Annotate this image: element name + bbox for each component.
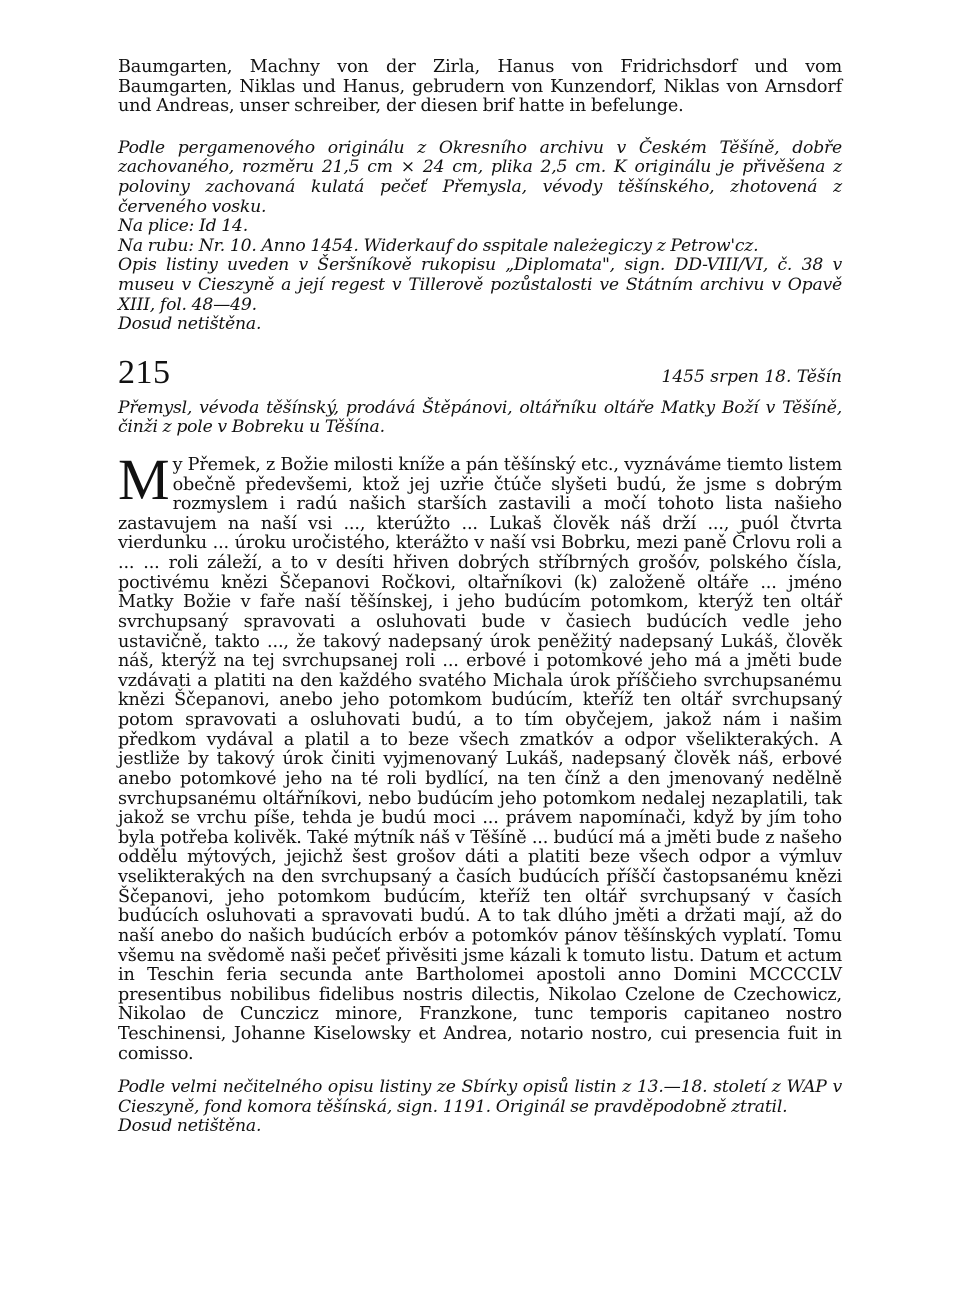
document-date-place: 1455 srpen 18. Těšín — [661, 366, 842, 387]
opening-paragraph: Baumgarten, Machny von der Zirla, Hanus von Fridrichsdorf und vom Baumgarten, Niklas und Hanus, gebrudern von Kunzendorf, Niklas von Arnsdorf und Andreas, unser schreiber, der diesen brif hatte in befelunge. — [118, 57, 842, 117]
spacer — [118, 1064, 842, 1078]
closing-source-note: Podle velmi nečitelného opisu listiny ze Sbírky opisů listin z 13.—18. století z WAP v Cieszyně, fond komora těšínská, sign. 1191. Originál se pravděpodobně ztratil. — [118, 1077, 842, 1117]
document-text: y Přemek, z Božie milosti kníže a pán těšínský etc., vyznáváme tiemto listem obečně předevšemi, ktož jej uzřie čtúče slyšeti budú, že jsme s dobrým rozmyslem i radú našich starších zastavili a močí tohoto lista našieho zastavujem na naší vsi ..., kterúžto ... Lukaš člověk náš drží ..., puól čtvrta vierdunku ... úroku uročistého, kterážto v naší vsi Bobrku, mezi paně Črlovu roli a ... ... roli záleží, a to v desíti hřiven dobrých stříbrných grošóv, polského čísla, poctivému knězi Ščepanovi Ročkovi, oltařníkovi (k) založeně oltáře ... jméno Matky Božie v faře naší těšínskej, i jeho budúcím potomkom, kterýž ten oltář svrchupsaný spravovati a osluhovati bude v časiech budúcích vedle jeho ustavičně, takto ..., že takový nadepsaný úrok peněžitý nadepsaný Lukáš, člověk náš, kterýž na tej svrchupsanej roli ... erbové i potomkové jeho má a jměti bude vzdávati a platiti na den každého svatého Michala úrok příščieho svrchupsanému knězi Ščepanovi, anebo jeho potomkom budúcím, kteříž ten oltář svrchupsaný potom spravovati a osluhovati budú, a to tím obyčejem, jakož nám i našim předkom vydával a platil a to beze všech zmatkóv a odpor všelikterakých. A jestliže by takový úrok činiti vyjmenovaný Lukáš, nadepsaný člověk náš, erbové anebo potomkové jeho na té roli bydlící, na ten čínž a den jmenovaný nedělně svrchupsanému oltářníkovi, nebo budúcím jeho potomkom nedalej nezaplatili, tak jakož se vrchu píše, tehda je budú moci ... právem napomínači, když by jím toho byla potřeba kolivěk. Také mýtník náš v Těšíně ... budúcí má a jměti bude z našeho oddělu mýtových, jejichž šest grošov dáti a platiti beze všech odpor a výmluv vselikterakých na den svrchupsaný a časích budúcích příščí častopsanému knězi Ščepanovi, jeho potomkom budúcím, kteříž ten oltář svrchupsaný v časích budúcích osluhovati a spravovati budú. A to tak dlúho jměti a držati mají, až do naší anebo do našich budúcích erbóv a potomkóv pánov těšínských vyplatí. Tomu všemu na svědomě naši pečeť přivěsiti jsme kázali k tomuto listu. Datum et actum in Teschin feria secunda ante Bartholomei apostoli anno Domini MCCCCLV presentibus nobilibus fidelibus nostris dilectis, Nikolao Czelone de Czechowicz, Nikolao de Cunczicz minore, Franzkone, tunc temporis capitaneo nostro Teschinensi, Johanne Kiselowsky et Andrea, notario nostro, cui presencia fuit in comisso. — [118, 454, 842, 1064]
document-number: 215 — [118, 353, 171, 391]
closing-unpublished-note: Dosud netištěna. — [118, 1116, 262, 1137]
document-body — [118, 446, 842, 1064]
document-summary: Přemysl, vévoda těšínský, prodává Štěpánovi, oltářníku oltáře Matky Boží v Těšíně, činži z pole v Bobreku u Těšína. — [118, 397, 842, 438]
source-note: Podle pergamenového originálu z Okresního archivu v Českém Těšíně, dobře zachovaného, rozměru 21,5 cm × 24 cm, plika 2,5 cm. K originálu je přivěšena z poloviny zachovaná kulatá pečeť Přemysla, vévody těšínského, zhotovená z červeného vosku. — [118, 137, 842, 217]
verso-note: Na rubu: Nr. 10. Anno 1454. Widerkauf do sspitale należegiczy z Petrow'cz. — [118, 235, 759, 256]
spacer — [118, 335, 842, 357]
spacer — [118, 117, 842, 139]
document-heading — [118, 353, 842, 391]
plica-note: Na plice: Id 14. — [118, 216, 248, 237]
unpublished-note: Dosud netištěna. — [118, 314, 262, 335]
document-page — [118, 58, 842, 1137]
drop-cap: M — [118, 446, 170, 512]
copies-note: Opis listiny uveden v Šeršníkově rukopisu „Diplomata", sign. DD-VIII/VI, č. 38 v museu v Cieszyně a její regest v Tillerově pozůstalosti ve Státním archivu v Opavě XIII, fol. 48—49. — [118, 255, 842, 315]
